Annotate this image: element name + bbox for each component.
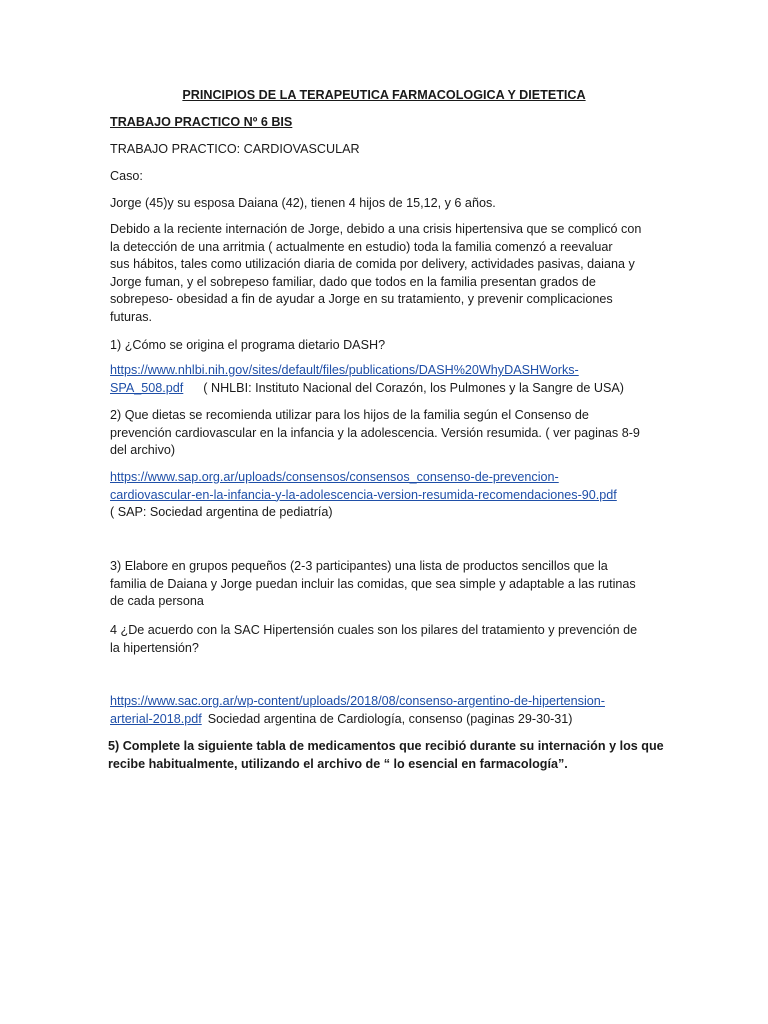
question-4-line: 4 ¿De acuerdo con la SAC Hipertensión cuales son los pilares del tratamiento y prevención de — [110, 623, 638, 637]
question-3 — [110, 558, 670, 611]
practice-label: TRABAJO PRACTICO: CARDIOVASCULAR — [110, 142, 360, 156]
question-2 — [110, 407, 670, 460]
case-line: la detección de una arritmia ( actualmente en estudio) toda la familia comenzó a reevaluar — [110, 239, 613, 254]
sac-link[interactable]: https://www.sac.org.ar/wp-content/uploads/2018/08/consenso-argentino-de-hipertension- — [110, 694, 605, 708]
question-4 — [110, 622, 670, 657]
case-line: sobrepeso- obesidad a fin de ayudar a Jorge en su tratamiento, y prevenir complicaciones — [110, 292, 613, 307]
nhlbi-link[interactable]: https://www.nhlbi.nih.gov/sites/default/files/publications/DASH%20WhyDASHWorks- — [110, 363, 579, 377]
case-intro: Jorge (45)y su esposa Daiana (42), tienen 4 hijos de 15,12, y 6 años. — [110, 196, 496, 210]
case-line: Jorge fuman, y el sobrepeso familiar, dado que todos en la familia presentan grados de — [110, 274, 596, 289]
question-1: 1) ¿Cómo se origina el programa dietario DASH? — [110, 338, 386, 352]
document-subtitle: TRABAJO PRACTICO Nº 6 BIS — [110, 115, 293, 129]
case-paragraph — [110, 221, 670, 327]
document-title: PRINCIPIOS DE LA TERAPEUTICA FARMACOLOGICA Y DIETETICA — [182, 88, 586, 102]
question-4-link-line-2 — [110, 711, 670, 729]
sap-link[interactable]: https://www.sap.org.ar/uploads/consensos/consensos_consenso-de-prevencion- — [110, 470, 559, 484]
question-5-line: recibe habitualmente, utilizando el archivo de “ lo esencial en farmacología”. — [108, 756, 568, 771]
nhlbi-link-continued[interactable]: SPA_508.pdf — [110, 380, 184, 395]
question-2-line: prevención cardiovascular en la infancia y la adolescencia. Versión resumida. ( ver paginas 8-9 — [110, 425, 640, 440]
case-label: Caso: — [110, 169, 143, 183]
nhlbi-reference-note: ( NHLBI: Instituto Nacional del Corazón, los Pulmones y la Sangre de USA) — [203, 380, 624, 395]
question-2-line: 2) Que dietas se recomienda utilizar para los hijos de la familia según el Consenso de — [110, 408, 589, 422]
case-line: Debido a la reciente internación de Jorge, debido a una crisis hipertensiva que se complicó con — [110, 222, 642, 236]
case-line: sus hábitos, tales como utilización diaria de comida por delivery, actividades pasivas, daiana y — [110, 257, 635, 272]
question-3-line: de cada persona — [110, 594, 204, 609]
question-4-line: la hipertensión? — [110, 640, 199, 655]
question-2-link-line-1[interactable] — [110, 469, 670, 487]
question-3-line: 3) Elabore en grupos pequeños (2-3 participantes) una lista de productos sencillos que la — [110, 559, 608, 573]
question-2-line: del archivo) — [110, 443, 176, 458]
sac-link-continued[interactable]: arterial-2018.pdf — [110, 711, 202, 726]
question-5-line: 5) Complete la siguiente tabla de medicamentos que recibió durante su internación y los que — [108, 739, 664, 753]
question-2-reference — [110, 469, 670, 522]
question-1-link-line-1[interactable] — [110, 362, 670, 380]
question-4-link-line-1[interactable] — [110, 693, 670, 711]
question-1-link-line-2 — [110, 380, 670, 398]
question-4-reference — [110, 693, 670, 728]
question-1-reference — [110, 362, 670, 397]
sap-link-continued[interactable]: cardiovascular-en-la-infancia-y-la-adolescencia-version-resumida-recomendaciones-90.pdf — [110, 487, 617, 502]
question-3-line: familia de Daiana y Jorge puedan incluir las comidas, que sea simple y adaptable a las rutinas — [110, 576, 636, 591]
sac-reference-note: Sociedad argentina de Cardiología, consenso (paginas 29-30-31) — [207, 711, 573, 726]
case-line: futuras. — [110, 309, 152, 324]
question-2-link-line-2[interactable] — [110, 487, 670, 505]
sap-reference-note: ( SAP: Sociedad argentina de pediatría) — [110, 505, 333, 520]
question-5 — [108, 738, 668, 773]
